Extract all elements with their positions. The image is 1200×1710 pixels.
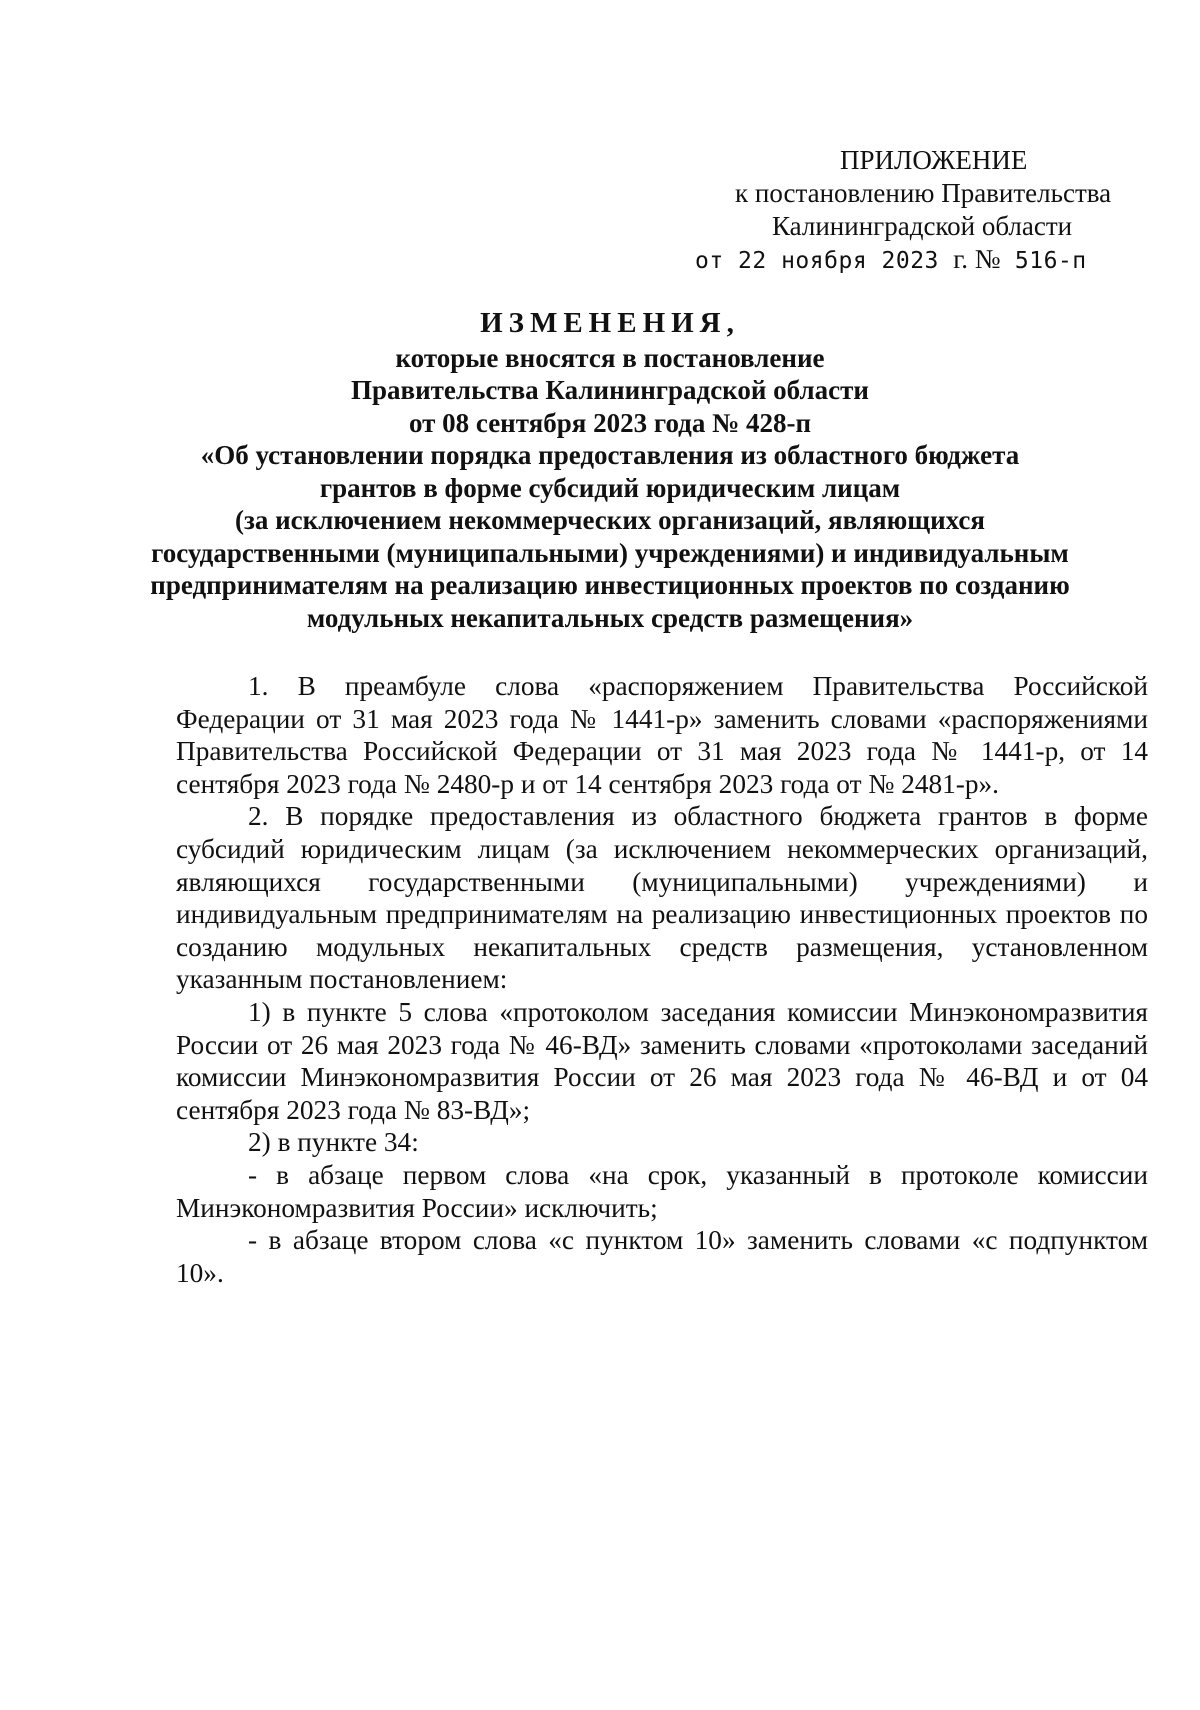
appendix-line-region: Калининградской области [772, 211, 1073, 241]
subparagraph-point-34: 2) в пункте 34: [248, 1127, 419, 1158]
paragraph-procedure: 2. В порядке предоставления из областного бюджета грантов в форме субсидий юридическим лицам (за исключением некоммерческих организаций, являющихся государственными (муниципальными) учреждениями) и индивидуальным предпринимателям на реализацию инвестиционных проектов по созданию модульных некапитальных средств размещения, установленном указанным постановлением: [176, 801, 1148, 995]
subparagraph-point-5: 1) в пункте 5 слова «протоколом заседания комиссии Минэкономразвития России от 26 мая 2023 года № 46-ВД» заменить словами «протоколами заседаний комиссии Минэкономразвития России от 26 мая 2023 года № 46-ВД и от 04 сентября 2023 года № 83-ВД»; [176, 996, 1148, 1125]
list-item-second-abzac: - в абзаце втором слова «с пунктом 10» заменить словами «с подпунктом 10». [176, 1225, 1148, 1288]
title-line: грантов в форме субсидий юридическим лицам [319, 472, 901, 503]
appendix-date: от 22 ноября 2023 [695, 248, 939, 274]
title-line: Правительства Калининградской области [351, 375, 869, 405]
document-body [176, 670, 1148, 1289]
paragraph-preamble: 1. В преамбуле слова «распоряжением Правительства Российской Федерации от 31 мая 2023 года № 1441-р» заменить словами «распоряжениями Правительства Российской Федерации от 31 мая 2023 года № 1441-р, от 14 сентября 2023 года № 2480-р и от 14 сентября 2023 года от № 2481-р». [176, 671, 1148, 799]
title-line: «Об установлении порядка предоставления из областного бюджета [200, 440, 1020, 470]
title-line: которые вносятся в постановление [395, 342, 825, 373]
document-title-block [150, 307, 1070, 634]
document-title: ИЗМЕНЕНИЯ, [480, 307, 740, 339]
title-line: от 08 сентября 2023 года № 428-п [408, 407, 812, 438]
title-line: государственными (муниципальными) учреждениями) и индивидуальным [151, 537, 1069, 568]
appendix-date-line [680, 243, 1160, 278]
appendix-number: 516-п [1014, 248, 1087, 274]
appendix-title: ПРИЛОЖЕНИЕ [840, 145, 1028, 175]
title-line: модульных некапитальных средств размещения» [306, 602, 914, 633]
appendix-line-resolution: к постановлению Правительства [735, 178, 1112, 208]
appendix-number-label: г. № [953, 244, 1001, 274]
appendix-header [680, 144, 1160, 278]
title-line: (за исключением некоммерческих организаций, являющихся [235, 505, 985, 535]
list-item-first-abzac: - в абзаце первом слова «на срок, указанный в протоколе комиссии Минэкономразвития России» исключить; [176, 1159, 1148, 1223]
title-line: предпринимателям на реализацию инвестиционных проектов по созданию [150, 570, 1070, 600]
